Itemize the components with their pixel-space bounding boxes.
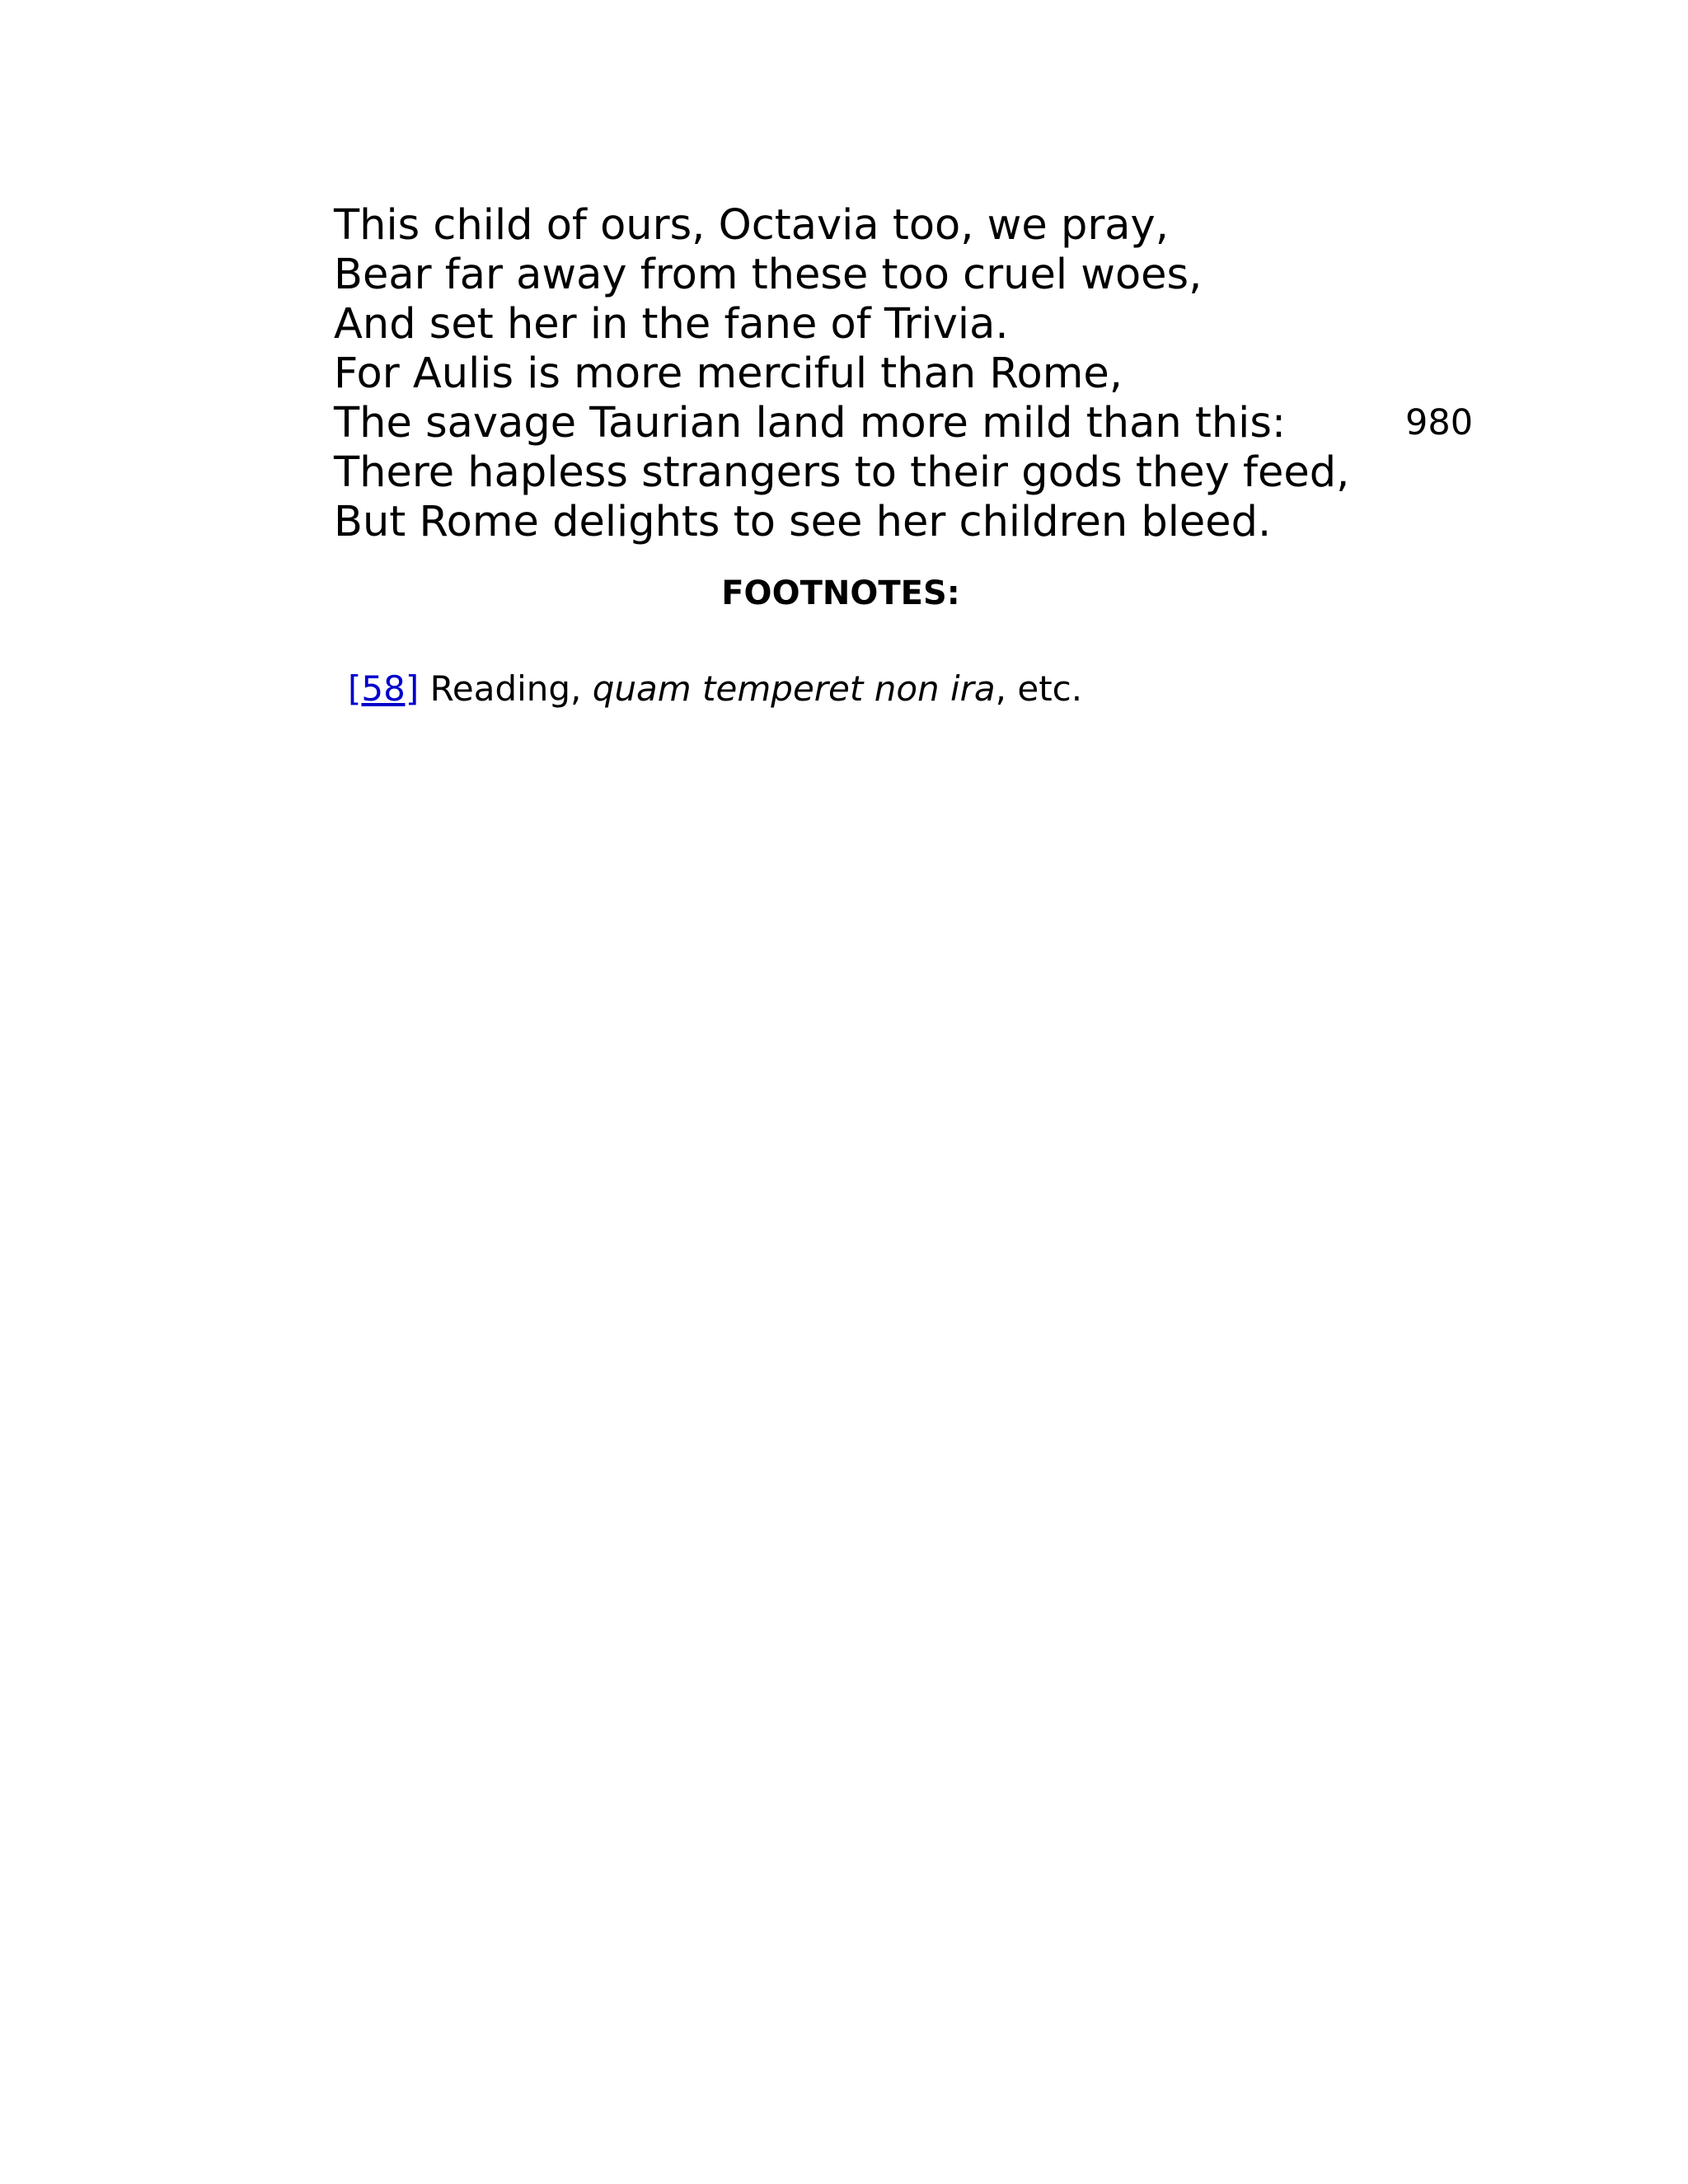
verse-line: And set her in the fane of Trivia. [334,300,1009,349]
footnotes-heading [0,570,1688,616]
footnote-prefix: Reading, [429,668,582,709]
footnote-ref-link[interactable]: [58] [348,668,420,709]
verse-line: For Aulis is more merciful than Rome, [334,349,1123,398]
verse-line: The savage Taurian land more mild than this: [334,399,1287,448]
verse-line: But Rome delights to see her children bleed. [334,498,1272,546]
footnote-italic-text: quam temperet non ira [592,668,996,709]
line-number: 980 [1405,402,1474,443]
footnote-item [348,666,1082,712]
clipped-previous-line [334,170,1076,201]
verse-line: There hapless strangers to their gods they feed, [334,448,1350,497]
verse-line: This child of ours, Octavia too, we pray, [334,201,1169,250]
footnote-suffix: , etc. [995,668,1083,709]
poem-stanza [334,201,1488,547]
verse-line: Bear far away from these too cruel woes, [334,251,1203,299]
footnotes-heading-text: FOOTNOTES: [721,574,960,612]
